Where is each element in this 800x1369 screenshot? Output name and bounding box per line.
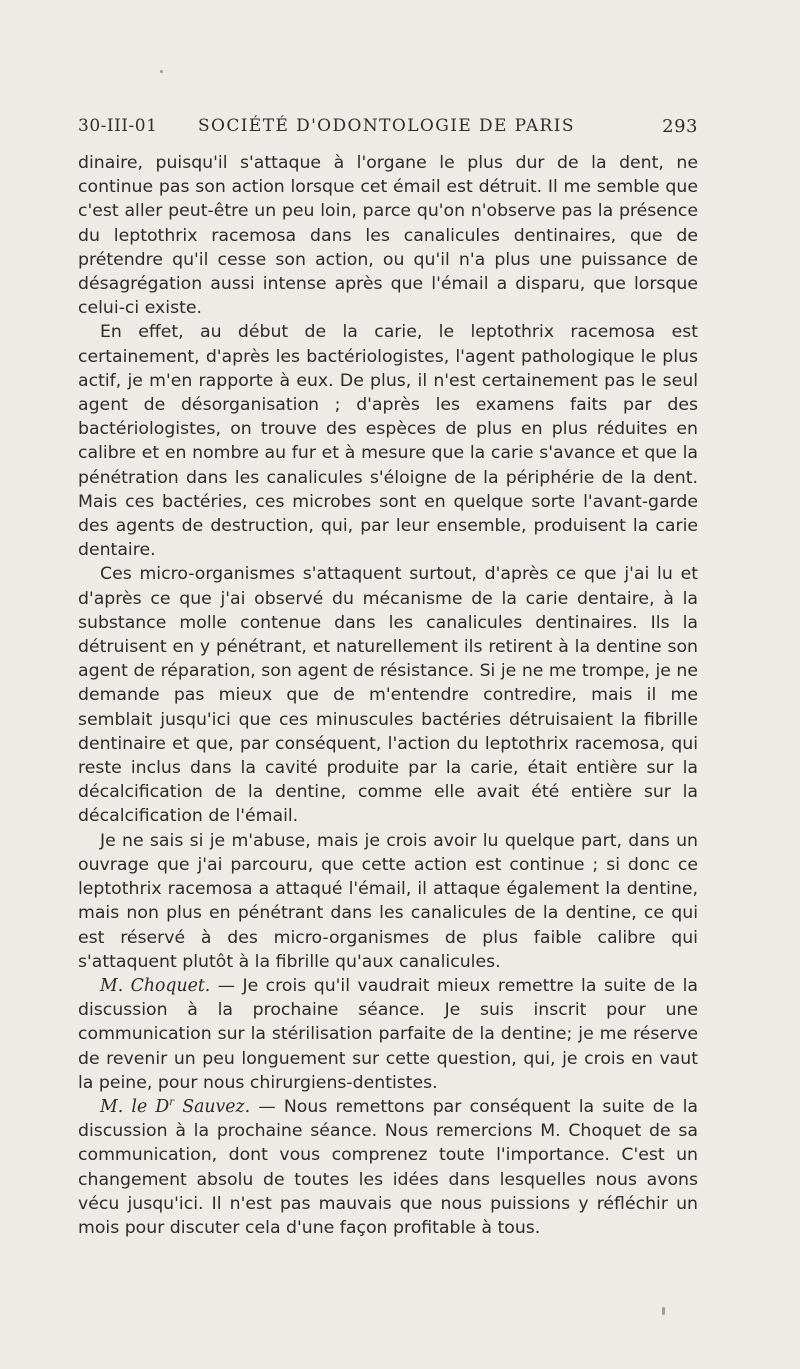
paragraph bbox=[78, 562, 698, 828]
paragraph-text: — Nous remettons par conséquent la suite de la discussion à la prochaine séance. Nous remercions M. Choquet de sa communication, dont vous comprenez toute l'importance. C'est un changement absolu de toutes les idées dans lesquelles nous avons vécu jusqu'ici. Il n'est pas mauvais que nous puissions y réfléchir un mois pour discuter cela d'une façon profitable à tous. bbox=[78, 1096, 698, 1238]
speaker-name: Sauvez. bbox=[174, 1096, 251, 1117]
paper-speck bbox=[160, 70, 163, 73]
speaker-paragraph-choquet bbox=[78, 974, 698, 1095]
paragraph-text: En effet, au début de la carie, le leptothrix racemosa est certainement, d'après les bactériologistes, l'agent pathologique le plus actif, je m'en rapporte à eux. De plus, il n'est certainement pas le seul agent de désorganisation ; d'après les examens faits par des bactériologistes, on trouve des espèces de plus en plus réduites en calibre et en nombre au fur et à mesure que la carie s'avance et que la pénétration dans les canalicules s'éloigne de la périphérie de la dent. Mais ces bactéries, ces microbes sont en quelque sorte l'avant-garde des agents de destruction, qui, par leur ensemble, produisent la carie dentaire. bbox=[78, 322, 698, 561]
running-header-title: SOCIÉTÉ D'ODONTOLOGIE DE PARIS bbox=[198, 116, 575, 136]
paragraph-continued bbox=[78, 151, 698, 320]
speaker-title-superscript: r bbox=[169, 1097, 175, 1109]
speaker-paragraph-sauvez bbox=[78, 1095, 698, 1240]
paragraph-text: dinaire, puisqu'il s'attaque à l'organe le plus dur de la dent, ne continue pas son action lorsque cet émail est détruit. Il me semble que c'est aller peut-être un peu loin, parce qu'on n'observe pas la présence du leptothrix racemosa dans les canalicules dentinaires, que de prétendre qu'il cesse son action, ou qu'il n'a plus une puissance de désagrégation aussi intense après que l'émail a disparu, que lorsque celui-ci existe. bbox=[78, 153, 698, 319]
page-number: 293 bbox=[662, 116, 698, 137]
running-header-date: 30-III-01 bbox=[78, 116, 158, 136]
paragraph-text: Ces micro-organismes s'attaquent surtout, d'après ce que j'ai lu et d'après ce que j'ai observé du mécanisme de la carie dentaire, à la substance molle contenue dans les canalicules dentinaires. Ils la détruisent en y pénétrant, et naturellement ils retirent à la dentine son agent de réparation, son agent de résistance. Si je ne me trompe, je ne demande pas mieux que de m'entendre contredire, mais il me semblait jusqu'ici que ces minuscules bactéries détruisaient la fibrille dentinaire et que, par conséquent, l'action du leptothrix racemosa, qui reste inclus dans la cavité produite par la carie, était entière sur la décalcification de la dentine, comme elle avait été entière sur la décalcification de l'émail. bbox=[78, 564, 698, 827]
paragraph bbox=[78, 829, 698, 974]
paragraph bbox=[78, 320, 698, 562]
paragraph-text: — Je crois qu'il vaudrait mieux remettre la suite de la discussion à la prochaine séance. Je suis inscrit pour une communication sur la stérilisation parfaite de la dentine; je me réserve de revenir un peu longuement sur cette question, qui, je crois en vaut la peine, pour nous chirurgiens-dentistes. bbox=[78, 975, 698, 1093]
paper-speck bbox=[662, 1307, 665, 1315]
paragraph-text: Je ne sais si je m'abuse, mais je crois avoir lu quelque part, dans un ouvrage que j'ai parcouru, que cette action est continue ; si donc ce leptothrix racemosa a attaqué l'émail, il attaque également la dentine, mais non plus en pénétrant dans les canalicules de la dentine, ce qui est réservé à des micro-organismes de plus faible calibre qui s'attaquent plutôt à la fibrille qu'aux canalicules. bbox=[78, 830, 698, 972]
body-text bbox=[78, 151, 698, 1240]
running-header bbox=[78, 116, 698, 138]
speaker-prefix: M. le D bbox=[100, 1096, 170, 1117]
speaker-name: M. Choquet. bbox=[100, 975, 211, 996]
